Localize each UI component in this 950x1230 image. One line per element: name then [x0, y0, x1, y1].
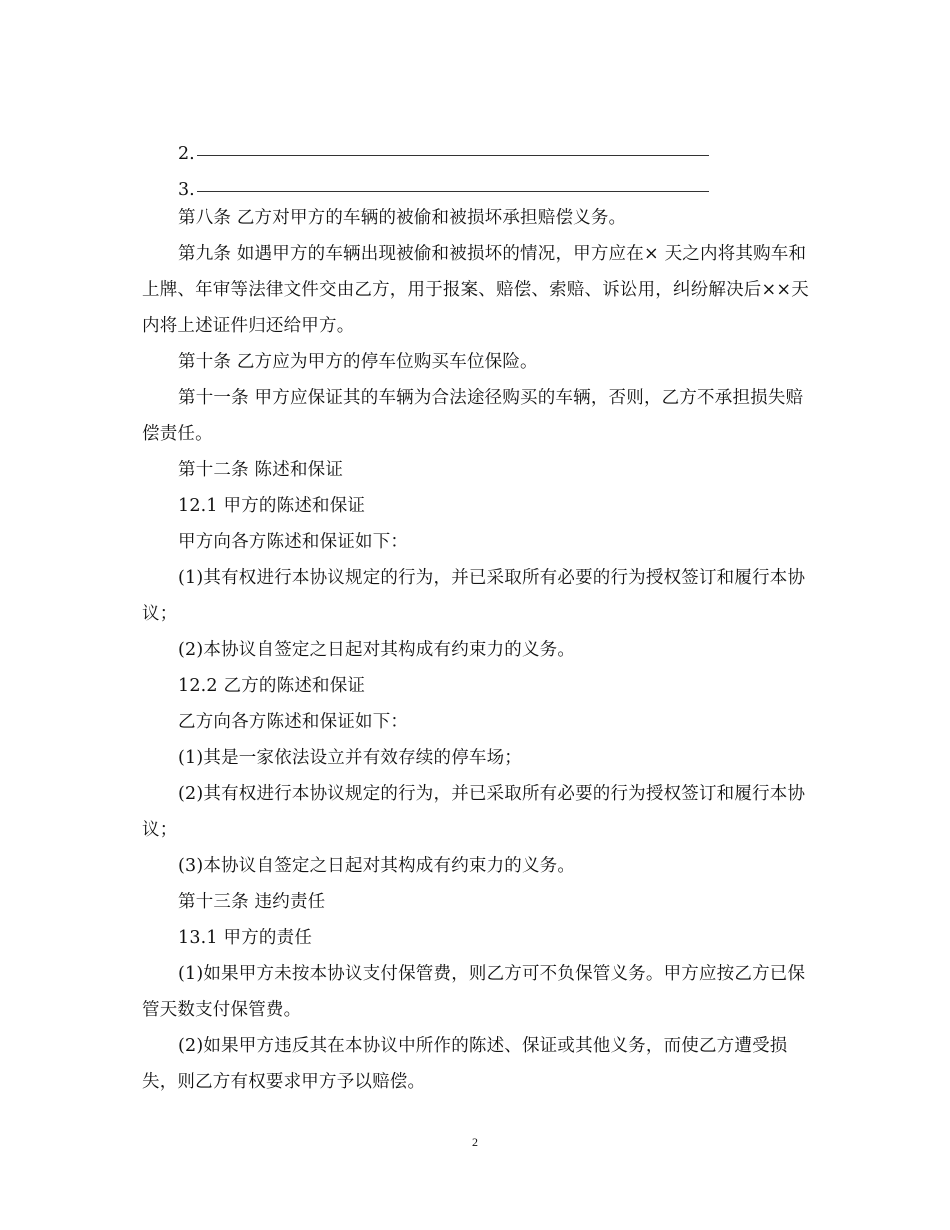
section-12-2-item-1: (1)其是一家依法设立并有效存续的停车场； — [178, 748, 522, 768]
blank-item-3 — [142, 164, 810, 200]
article-13-heading: 第十三条 违约责任 — [178, 892, 326, 912]
section-13-1-item-2: (2)如果甲方违反其在本协议中所作的陈述、保证或其他义务，而使乙方遭受损失，则乙方有权要求甲方予以赔偿。 — [142, 1036, 788, 1092]
blank-item-number: 3. — [178, 180, 195, 200]
section-12-1-intro: 甲方向各方陈述和保证如下： — [178, 532, 409, 552]
article-12-heading: 第十二条 陈述和保证 — [178, 460, 344, 480]
article-10: 第十条 乙方应为甲方的停车位购买车位保险。 — [178, 352, 538, 372]
blank-item-number: 2. — [178, 144, 195, 164]
section-12-1-item-1: (1)其有权进行本协议规定的行为，并已采取所有必要的行为授权签订和履行本协议； — [142, 568, 806, 624]
blank-item-2 — [142, 128, 810, 164]
article-11: 第十一条 甲方应保证其的车辆为合法途径购买的车辆，否则，乙方不承担损失赔偿责任。 — [142, 388, 804, 444]
section-12-2-item-3: (3)本协议自签定之日起对其构成有约束力的义务。 — [178, 856, 576, 876]
section-13-1-item-1: (1)如果甲方未按本协议支付保管费，则乙方可不负保管义务。甲方应按乙方已保管天数支付保管费。 — [142, 964, 806, 1020]
fill-in-blank-line — [197, 169, 709, 192]
section-12-1-item-2: (2)本协议自签定之日起对其构成有约束力的义务。 — [178, 640, 576, 660]
document-body — [142, 128, 810, 1100]
fill-in-blank-line — [197, 133, 709, 156]
section-12-2-heading: 12.2 乙方的陈述和保证 — [178, 676, 366, 696]
section-12-2-intro: 乙方向各方陈述和保证如下： — [178, 712, 409, 732]
article-9: 第九条 如遇甲方的车辆出现被偷和被损坏的情况，甲方应在× 天之内将其购车和上牌、年审等法律文件交由乙方，用于报案、赔偿、索赔、诉讼用，纠纷解决后××天内将上述证件归还给甲方。 — [142, 244, 809, 336]
section-13-1-heading: 13.1 甲方的责任 — [178, 928, 313, 948]
section-12-1-heading: 12.1 甲方的陈述和保证 — [178, 496, 366, 516]
section-12-2-item-2: (2)其有权进行本协议规定的行为，并已采取所有必要的行为授权签订和履行本协议； — [142, 784, 806, 840]
page-number: 2 — [472, 1135, 478, 1149]
article-8: 第八条 乙方对甲方的车辆的被偷和被损坏承担赔偿义务。 — [178, 208, 627, 228]
